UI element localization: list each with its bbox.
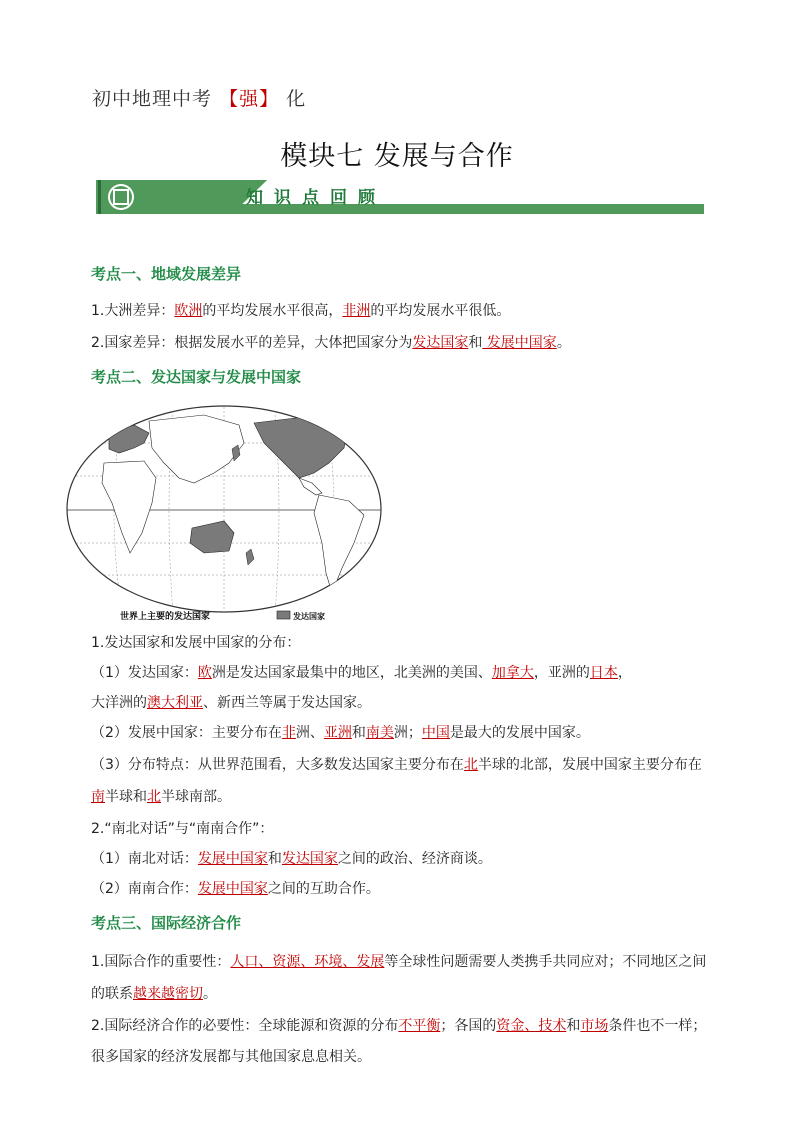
answer-run: 非: [281, 725, 296, 741]
text-run: 2.国际经济合作的必要性：全球能源和资源的分布: [91, 1018, 399, 1034]
text-run: 的平均发展水平很低。: [370, 303, 511, 319]
header-text: [92, 84, 306, 111]
answer-run: 发展中国家: [197, 881, 268, 897]
answer-run: 市场: [580, 1018, 609, 1034]
text-run: ，亚洲的: [533, 665, 590, 681]
k1-line2: [91, 332, 571, 352]
answer-run: 人口、资源、环境、发展: [230, 954, 385, 970]
answer-run: 加拿大: [491, 665, 534, 681]
k2-line4: [91, 754, 702, 774]
text-run: 半球和: [105, 789, 147, 805]
answer-run: 中国: [421, 725, 450, 741]
answer-run: 南美: [365, 725, 394, 741]
answer-run: 发展中国家: [197, 851, 268, 867]
text-run: 和: [566, 1018, 581, 1034]
text-run: （1）南北对话：: [91, 851, 198, 867]
text-run: 和: [351, 725, 366, 741]
answer-run: 北: [463, 757, 478, 773]
section-banner: [92, 180, 704, 216]
text-run: 的平均发展水平很高，: [202, 303, 343, 319]
answer-run: 亚洲: [323, 725, 352, 741]
header-bracket: 【强】: [219, 88, 280, 110]
map-caption: 世界上主要的发达国家: [120, 612, 211, 622]
k3-line3: [91, 1015, 706, 1035]
text-run: 2.国家差异：根据发展水平的差异，大体把国家分为: [91, 335, 413, 351]
k3-title: 考点三、国际经济合作: [91, 914, 242, 932]
text-run: 洲是发达国家最集中的地区，北美洲的美国、: [211, 665, 492, 681]
answer-run: 南: [91, 789, 105, 805]
text-run: 半球南部。: [161, 789, 231, 805]
k2-line1: [91, 662, 632, 682]
text-run: 之间的政治、经济商谈。: [337, 851, 492, 867]
text-run: （1）发达国家：: [91, 665, 198, 681]
text-run: ，: [617, 665, 632, 681]
answer-run: 非洲: [342, 303, 371, 319]
k3-line2: [91, 983, 217, 1003]
legend-swatch: [277, 611, 290, 619]
text-run: 、新西兰等属于发达国家。: [203, 695, 371, 711]
text-run: 和: [468, 335, 483, 351]
text-run: 大洋洲的: [91, 695, 147, 711]
k2-line5: [91, 786, 231, 806]
text-run: 半球的北部，发展中国家主要分布在: [477, 757, 702, 773]
text-run: 条件也不一样；: [608, 1018, 707, 1034]
k2-line2: [91, 692, 371, 712]
page-title: 模块七 发展与合作: [280, 141, 514, 172]
legend-label: 发达国家: [293, 612, 325, 621]
answer-run: 发达国家: [412, 335, 469, 351]
header-post: 化: [286, 88, 307, 110]
text-run: 。: [556, 335, 571, 351]
section-title: 知识点回顾: [246, 188, 386, 208]
k2-line6: [91, 848, 492, 868]
text-run: 洲、: [295, 725, 324, 741]
text-run: 1.国际合作的重要性：: [91, 954, 231, 970]
k3-line4: 很多国家的经济发展都与其他国家息息相关。: [91, 1049, 371, 1065]
answer-run: 发展中国家: [482, 335, 557, 351]
answer-run: 北: [147, 789, 161, 805]
answer-run: 欧: [197, 665, 212, 681]
k2-title: 考点二、发达国家与发展中国家: [91, 368, 302, 386]
banner-white-stripe: [92, 180, 96, 214]
text-run: 等全球性问题需要人类携手共同应对；不同地区之间: [384, 954, 707, 970]
answer-run: 资金、技术: [496, 1018, 567, 1034]
answer-run: 发达国家: [281, 851, 338, 867]
k2-heading1: 1.发达国家和发展中国家的分布：: [91, 635, 301, 651]
text-run: 是最大的发展中国家。: [449, 725, 590, 741]
k1-line1: [91, 300, 510, 320]
k3-line1: [91, 951, 706, 971]
text-run: ；各国的: [440, 1018, 497, 1034]
text-run: （2）发展中国家：主要分布在: [91, 725, 282, 741]
answer-run: 澳大利亚: [147, 695, 203, 711]
answer-run: 欧洲: [174, 303, 203, 319]
text-run: 。: [203, 986, 217, 1002]
answer-run: 越来越密切: [133, 986, 203, 1002]
answer-run: 日本: [589, 665, 618, 681]
text-run: 之间的互助合作。: [267, 881, 380, 897]
k2-heading2: 2.“南北对话”与“南南合作”：: [91, 821, 274, 837]
world-map: [64, 403, 384, 625]
k1-title: 考点一、地域发展差异: [91, 265, 242, 283]
header-pre: 初中地理中考: [92, 88, 213, 110]
text-run: 和: [267, 851, 282, 867]
k2-line3: [91, 722, 590, 742]
banner-dark-stripe: [98, 180, 101, 214]
text-run: 1.大洲差异：: [91, 303, 175, 319]
answer-run: 不平衡: [398, 1018, 441, 1034]
text-run: （3）分布特点：从世界范围看，大多数发达国家主要分布在: [91, 757, 464, 773]
text-run: （2）南南合作：: [91, 881, 198, 897]
text-run: 洲；: [393, 725, 422, 741]
text-run: 的联系: [91, 986, 133, 1002]
k2-line7: [91, 878, 380, 898]
